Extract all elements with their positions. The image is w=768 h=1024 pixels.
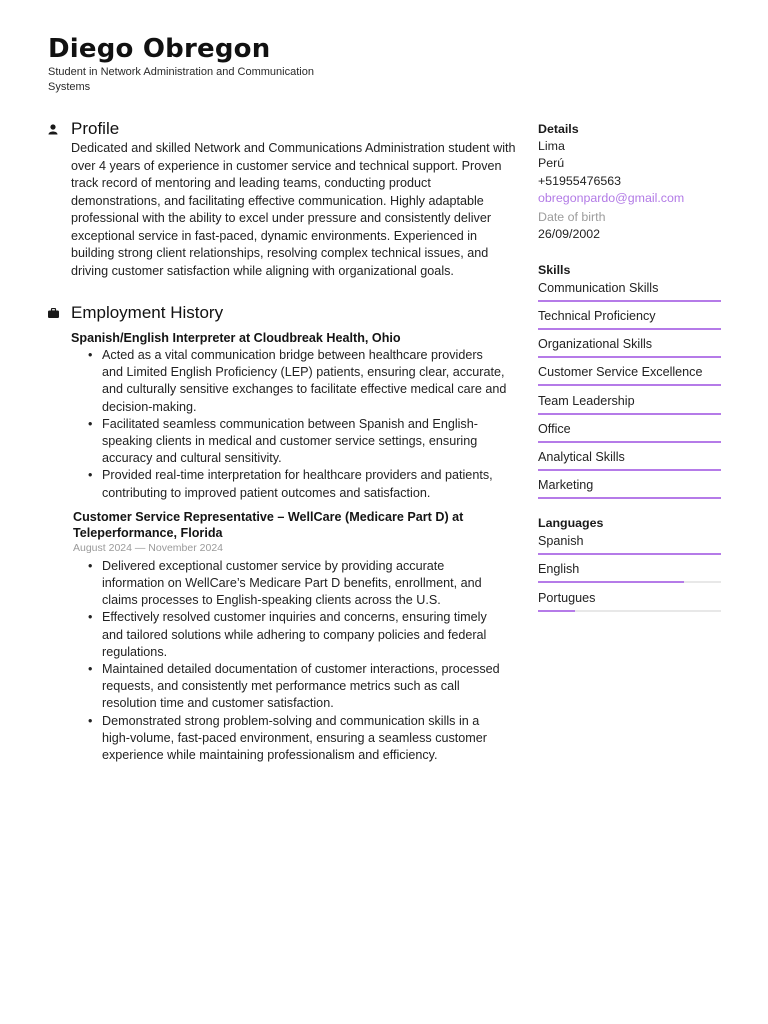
languages-section: [538, 514, 724, 617]
job-entry: [71, 330, 518, 502]
job-bullet: • Demonstrated strong problem-solving and communication skills in a high-volume, fast-paced environment, ensuring a seamless customer experience while maintaining professionalism and efficiency.: [71, 713, 507, 765]
language-name: Portugues: [538, 590, 596, 605]
candidate-subtitle: Student in Network Administration and Communication Systems: [48, 66, 314, 93]
skill-level-fill: [538, 497, 721, 499]
skill-name: Communication Skills: [538, 280, 659, 295]
skill-name: Organizational Skills: [538, 337, 653, 352]
job-bullet: • Delivered exceptional customer service by providing accurate information on WellCare’s Medicare Part D benefits, enrollment, and claims processes to English-speaking clients across the U.S.: [71, 558, 507, 610]
skill-level-fill: [538, 328, 721, 330]
job-bullets: [71, 347, 518, 502]
job-title: Customer Service Representative – WellCare (Medicare Part D) at Teleperformance, Florida: [73, 509, 464, 540]
skill-name: Office: [538, 421, 571, 436]
skill-level-track: [538, 441, 721, 443]
skill-level-track: [538, 469, 721, 471]
details-city: Lima: [538, 139, 565, 153]
skill-name: Customer Service Excellence: [538, 365, 703, 380]
skill-level-track: [538, 384, 721, 386]
language-name: English: [538, 562, 580, 577]
skill-level-fill: [538, 441, 721, 443]
candidate-name: Diego Obregon: [48, 34, 271, 64]
language-level-track: [538, 553, 721, 555]
skill-level-fill: [538, 300, 721, 302]
language-item: [538, 589, 724, 617]
skill-item: [538, 279, 724, 307]
languages-title: Languages: [538, 516, 604, 531]
job-bullets: [71, 558, 518, 764]
briefcase-icon: [48, 302, 71, 324]
job-bullet: • Provided real-time interpretation for healthcare providers and patients, contributing to improved patient outcomes and satisfaction.: [71, 467, 507, 501]
job-entry: [71, 509, 518, 764]
profile-section: [48, 118, 518, 280]
employment-title: Employment History: [71, 303, 224, 322]
language-level-fill: [538, 610, 575, 612]
skill-level-fill: [538, 469, 721, 471]
profile-heading: [48, 118, 518, 140]
main-column: [48, 118, 518, 764]
language-level-track: [538, 610, 721, 612]
skills-list: [538, 279, 724, 505]
skill-item: [538, 363, 724, 391]
skills-title: Skills: [538, 262, 571, 277]
job-bullet: • Acted as a vital communication bridge between healthcare providers and Limited English Proficiency (LEP) patients, ensuring clear, accurate, and culturally sensitive exchanges to facilitate effective medical care and decision-making.: [71, 347, 507, 416]
skill-item: [538, 420, 724, 448]
skill-name: Marketing: [538, 478, 594, 493]
details-country: Perú: [538, 156, 565, 171]
dob-label: Date of birth: [538, 210, 606, 225]
skill-item: [538, 307, 724, 335]
skill-level-track: [538, 328, 721, 330]
language-item: [538, 532, 724, 560]
skill-item: [538, 476, 724, 504]
skill-item: [538, 448, 724, 476]
skill-level-fill: [538, 384, 721, 386]
language-item: [538, 560, 724, 588]
skill-name: Analytical Skills: [538, 449, 625, 464]
profile-text: Dedicated and skilled Network and Communications Administration student with over 4 years of experience in customer service and technical support. Proven track record of mentoring and leading teams, conducting product demonstrations, and facilitating effective communication. Highly adaptable professional with the ability to excel under pressure and consistently deliver exceptional service in fast-paced, dynamic environments. Experienced in building strong client relationships, resolving complex technical issues, and driving customer satisfaction while aligning with organizational goals.: [71, 141, 516, 278]
job-dates: August 2024 — November 2024: [73, 541, 224, 554]
job-bullet: • Facilitated seamless communication between Spanish and English-speaking clients in medical and customer service settings, ensuring accuracy and cultural sensitivity.: [71, 416, 507, 468]
language-name: Spanish: [538, 534, 584, 549]
job-bullet: • Effectively resolved customer inquiries and concerns, ensuring timely and tailored solutions while adhering to company policies and federal regulations.: [71, 609, 507, 661]
skill-name: Team Leadership: [538, 393, 635, 408]
details-title: Details: [538, 122, 579, 136]
skill-level-fill: [538, 356, 721, 358]
job-title: Spanish/English Interpreter at Cloudbreak Health, Ohio: [71, 331, 401, 345]
language-level-track: [538, 581, 721, 583]
details-phone: +51955476563: [538, 173, 622, 188]
skill-level-track: [538, 413, 721, 415]
job-bullet: • Maintained detailed documentation of customer interactions, processed requests, and consistently met performance metrics such as call resolution time and customer satisfaction.: [71, 661, 507, 713]
skill-level-track: [538, 497, 721, 499]
employment-heading: [48, 302, 518, 324]
resume-header: [48, 34, 368, 94]
person-icon: [48, 118, 71, 140]
employment-section: [48, 302, 518, 764]
skills-section: [538, 261, 724, 505]
sidebar: [538, 120, 724, 617]
skill-name: Technical Proficiency: [538, 308, 656, 323]
details-section: [538, 120, 724, 244]
skill-level-fill: [538, 413, 721, 415]
skill-item: [538, 392, 724, 420]
profile-title: Profile: [71, 119, 120, 138]
language-level-fill: [538, 553, 721, 555]
details-email-link[interactable]: obregonpardo@gmail.com: [538, 190, 685, 205]
skill-level-track: [538, 300, 721, 302]
languages-list: [538, 532, 724, 617]
skill-level-track: [538, 356, 721, 358]
language-level-fill: [538, 581, 684, 583]
skill-item: [538, 335, 724, 363]
dob-value: 26/09/2002: [538, 227, 601, 242]
